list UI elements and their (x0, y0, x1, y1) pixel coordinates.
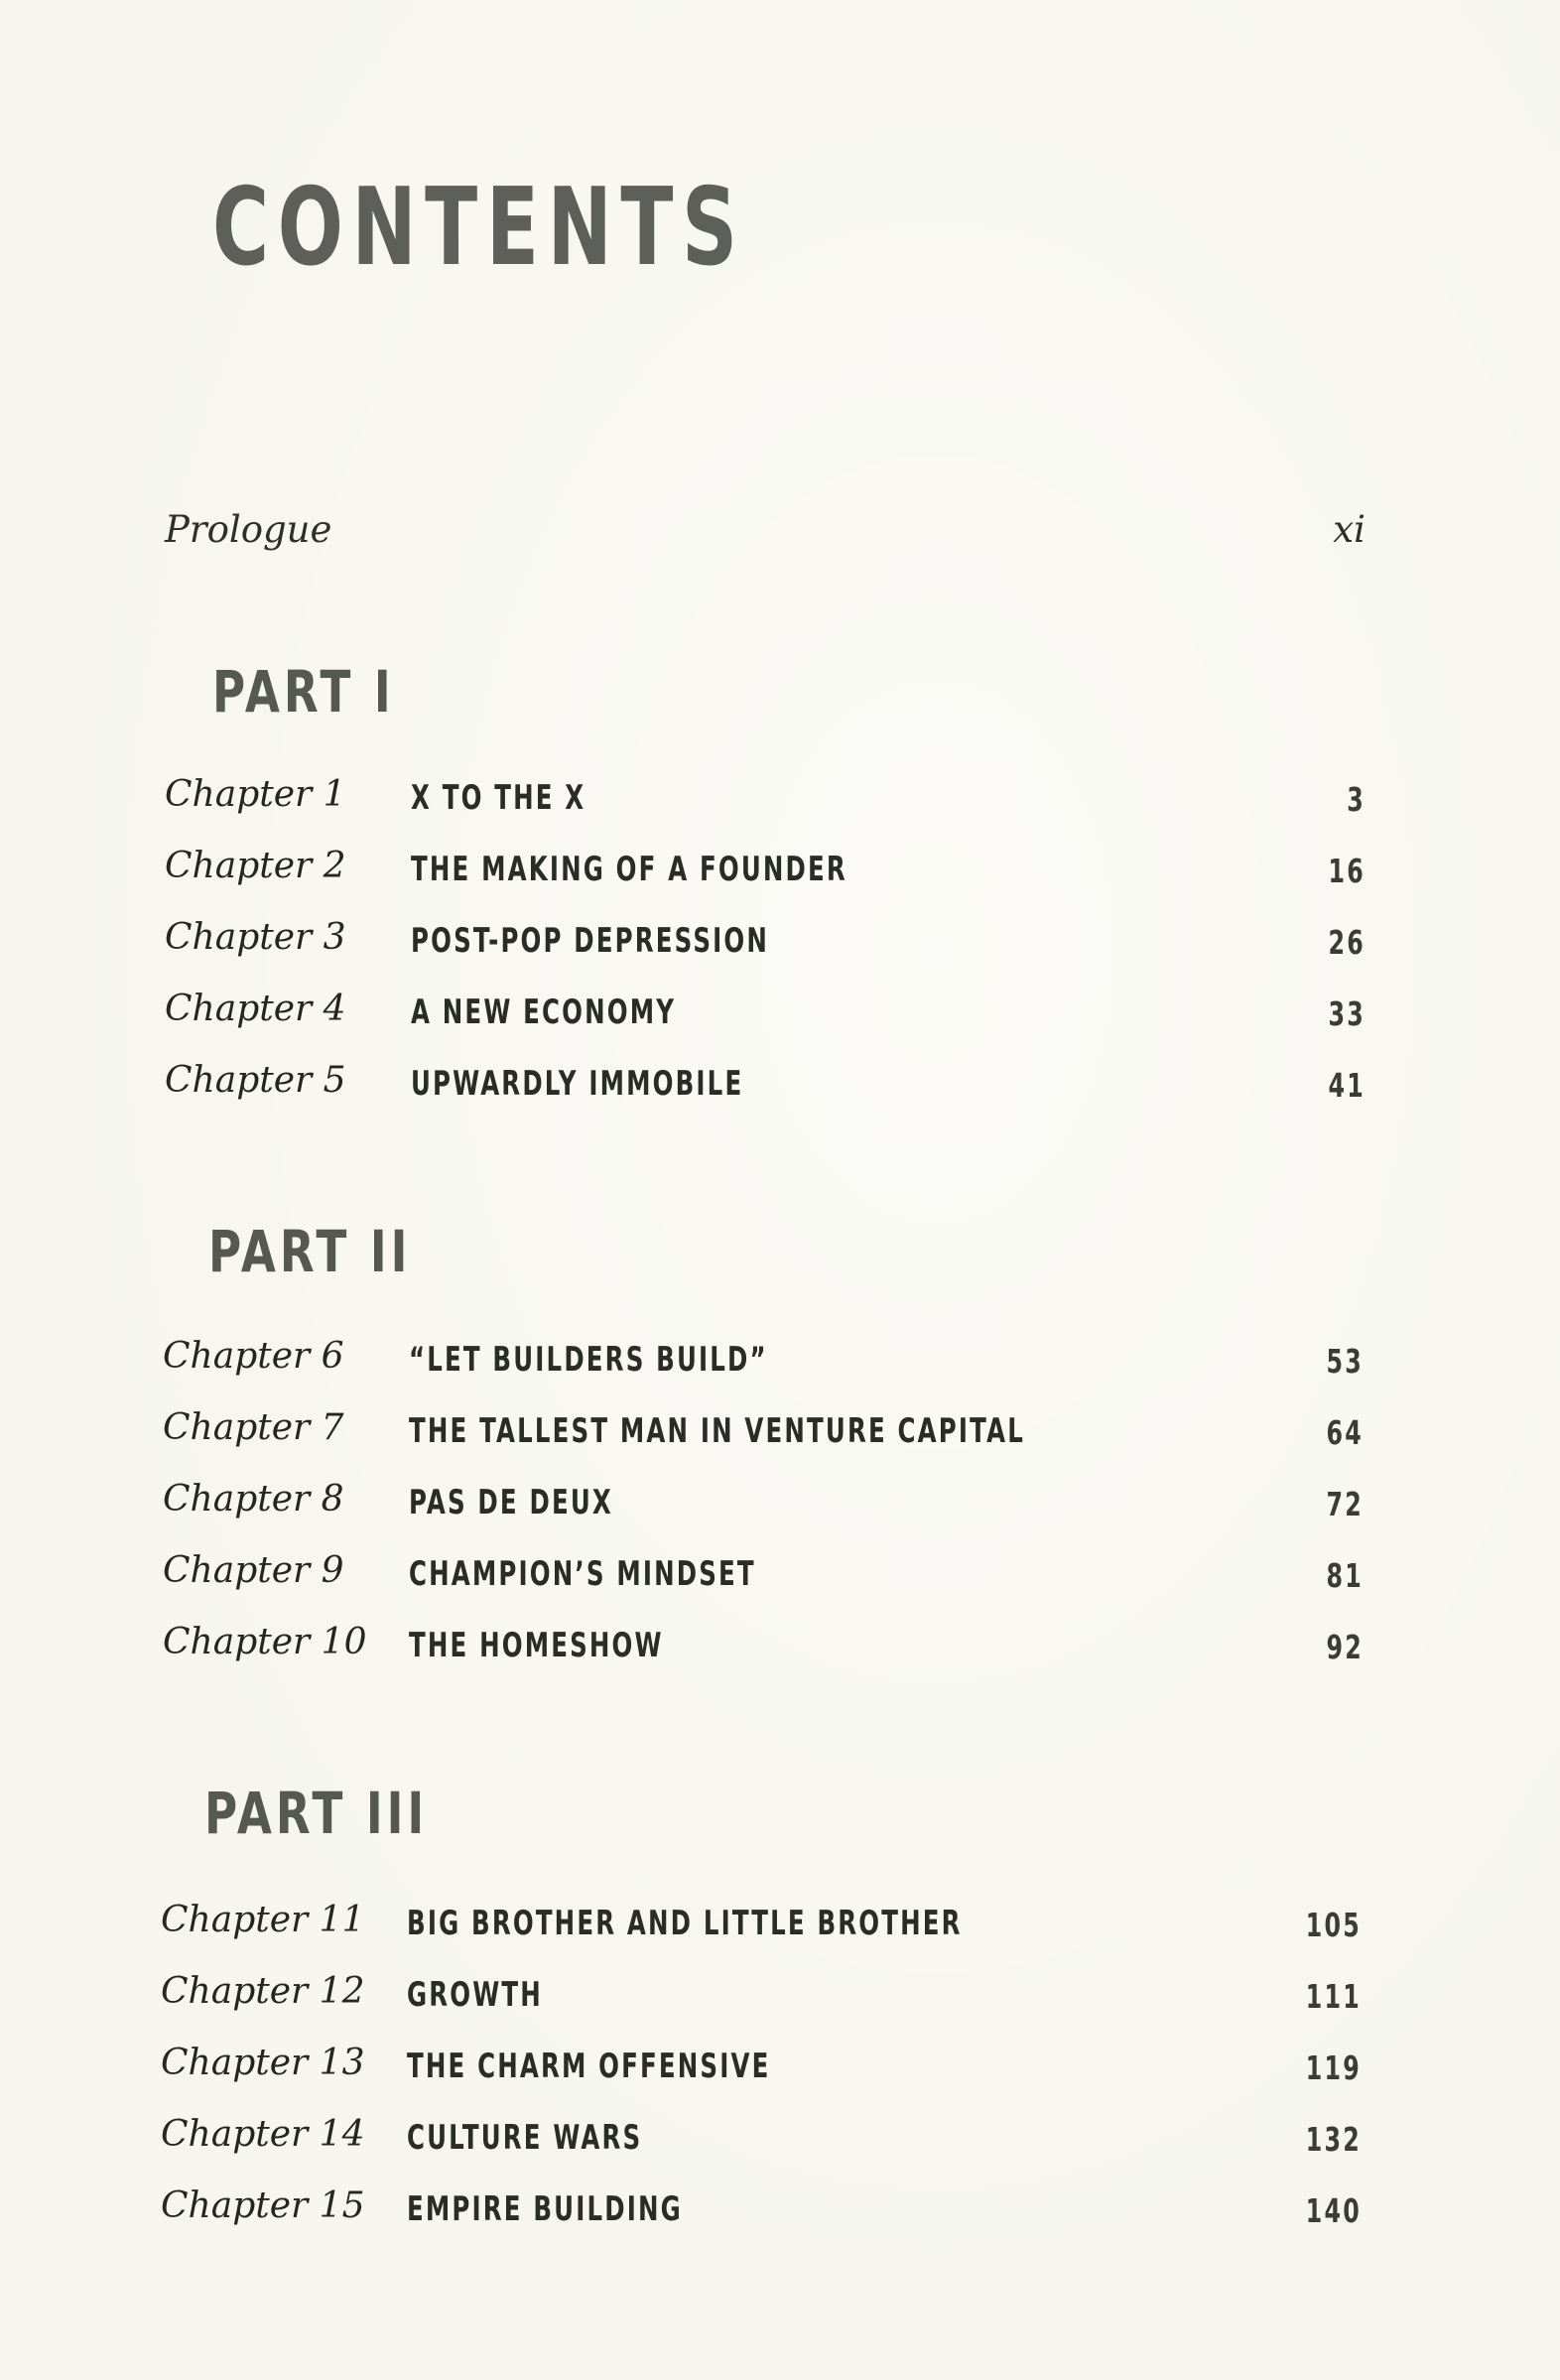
chapter-page-number: 3 (1347, 780, 1365, 819)
chapter-page-number: 26 (1328, 923, 1365, 962)
chapter-page-number: 53 (1326, 1342, 1364, 1381)
chapter-row (161, 2043, 1362, 2098)
chapter-page-number: 81 (1326, 1556, 1364, 1595)
chapter-label: Chapter 14 (161, 2114, 365, 2155)
prologue-row (165, 508, 1365, 568)
chapter-row (163, 1622, 1364, 1677)
chapter-title: THE CHARM OFFENSIVE (407, 2047, 771, 2086)
part-heading: PART I (212, 658, 395, 726)
chapter-label: Chapter 15 (161, 2185, 365, 2226)
chapter-row (163, 1550, 1364, 1606)
chapter-title: A NEW ECONOMY (411, 992, 677, 1032)
chapter-row (163, 1407, 1364, 1463)
chapter-label: Chapter 3 (165, 917, 346, 958)
chapter-row (165, 1060, 1365, 1116)
chapter-page-number: 111 (1305, 1977, 1362, 2016)
chapter-page-number: 92 (1326, 1628, 1364, 1666)
chapter-page-number: 119 (1305, 2049, 1362, 2087)
chapter-title: X TO THE X (411, 778, 586, 818)
chapter-page-number: 64 (1326, 1413, 1364, 1452)
chapter-title: BIG BROTHER AND LITTLE BROTHER (407, 1904, 963, 1943)
chapter-title: PAS DE DEUX (409, 1483, 613, 1522)
chapter-title: THE MAKING OF A FOUNDER (411, 850, 847, 889)
chapter-row (161, 1900, 1362, 1955)
chapter-title: POST-POP DEPRESSION (411, 921, 770, 961)
chapter-label: Chapter 13 (161, 2043, 365, 2083)
chapter-title: “LET BUILDERS BUILD” (409, 1340, 768, 1380)
chapter-label: Chapter 8 (163, 1479, 344, 1520)
chapter-page-number: 16 (1328, 852, 1365, 890)
chapter-page-number: 72 (1326, 1485, 1364, 1523)
chapter-title: THE TALLEST MAN IN VENTURE CAPITAL (409, 1411, 1025, 1451)
prologue-label: Prologue (165, 508, 332, 551)
contents-heading: CONTENTS (212, 166, 746, 290)
chapter-row (161, 2114, 1362, 2170)
chapter-label: Chapter 2 (165, 846, 346, 886)
chapter-row (161, 2185, 1362, 2241)
chapter-row (165, 989, 1365, 1044)
chapter-page-number: 33 (1328, 994, 1365, 1033)
prologue-page-number: xi (1333, 508, 1365, 551)
chapter-label: Chapter 1 (165, 774, 346, 815)
chapter-label: Chapter 7 (163, 1407, 344, 1448)
chapter-title: GROWTH (407, 1975, 543, 2015)
chapter-title: EMPIRE BUILDING (407, 2189, 683, 2229)
chapter-page-number: 105 (1305, 1906, 1362, 1944)
chapter-page-number: 132 (1305, 2120, 1362, 2159)
chapter-label: Chapter 5 (165, 1060, 346, 1101)
chapter-title: CHAMPION’S MINDSET (409, 1554, 756, 1594)
chapter-row (165, 917, 1365, 973)
chapter-label: Chapter 10 (163, 1622, 367, 1662)
chapter-row (165, 846, 1365, 901)
chapter-row (163, 1336, 1364, 1391)
part-heading: PART III (204, 1780, 429, 1847)
chapter-title: THE HOMESHOW (409, 1626, 664, 1665)
part-heading: PART II (208, 1218, 412, 1285)
chapter-row (165, 774, 1365, 830)
chapter-page-number: 140 (1305, 2191, 1362, 2230)
chapter-label: Chapter 6 (163, 1336, 344, 1377)
chapter-label: Chapter 11 (161, 1900, 365, 1940)
chapter-row (161, 1971, 1362, 2027)
chapter-label: Chapter 9 (163, 1550, 344, 1591)
chapter-label: Chapter 4 (165, 989, 346, 1029)
chapter-title: CULTURE WARS (407, 2118, 643, 2158)
chapter-title: UPWARDLY IMMOBILE (411, 1064, 744, 1104)
chapter-row (163, 1479, 1364, 1534)
chapter-label: Chapter 12 (161, 1971, 365, 2012)
chapter-page-number: 41 (1328, 1066, 1365, 1105)
